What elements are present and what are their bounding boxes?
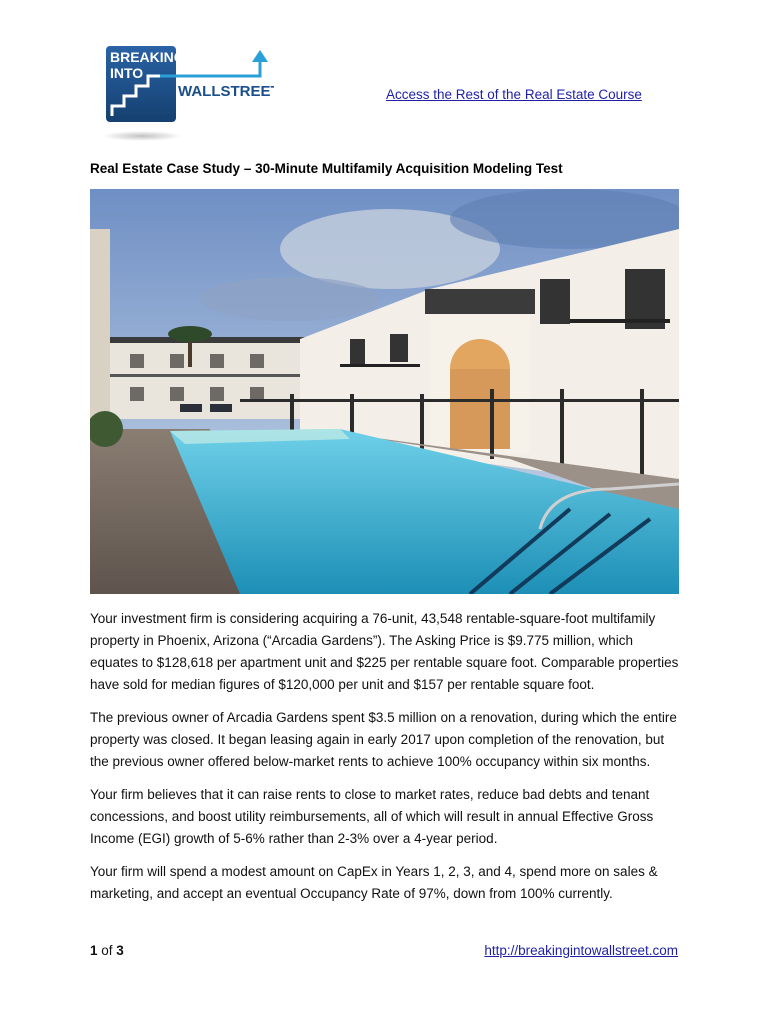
page-indicator xyxy=(90,943,124,958)
body-text xyxy=(90,608,680,916)
paragraph-2: The previous owner of Arcadia Gardens spent $3.5 million on a renovation, during which the entire property was closed. It began leasing again in early 2017 upon completion of the renovation, but the previous owner offered below-market rents to achieve 100% occupancy within six months. xyxy=(90,710,677,769)
course-link[interactable]: Access the Rest of the Real Estate Course xyxy=(386,87,642,102)
document-title: Real Estate Case Study – 30-Minute Multifamily Acquisition Modeling Test xyxy=(90,161,563,176)
paragraph-1: Your investment firm is considering acquiring a 76-unit, 43,548 rentable-square-foot multifamily property in Phoenix, Arizona (“Arcadia Gardens”). The Asking Price is $9.775 million, which equates to $128,618 per apartment unit and $225 per rentable square foot. Comparable properties have sold for median figures of $120,000 per unit and $157 per rentable square foot. xyxy=(90,611,679,692)
page-total: 3 xyxy=(116,943,124,958)
page-current: 1 xyxy=(90,943,98,958)
breaking-into-wallstreet-logo xyxy=(104,44,274,144)
paragraph-3: Your firm believes that it can raise rents to close to market rates, reduce bad debts and tenant concessions, and boost utility reimbursements, all of which will result in annual Effective Gross Income (EGI) growth of 5-6% rather than 2-3% over a 4-year period. xyxy=(90,787,654,846)
site-link[interactable]: http://breakingintowallstreet.com xyxy=(484,943,678,958)
logo-text-line2: INTO xyxy=(110,65,144,81)
paragraph-4: Your firm will spend a modest amount on CapEx in Years 1, 2, 3, and 4, spend more on sales & marketing, and accept an eventual Occupancy Rate of 97%, down from 100% currently. xyxy=(90,864,658,901)
page-of: of xyxy=(97,943,117,958)
property-photo xyxy=(90,189,679,594)
logo-text-line3: WALLSTREET xyxy=(178,83,274,100)
logo-text-line1: BREAKING xyxy=(110,49,185,65)
